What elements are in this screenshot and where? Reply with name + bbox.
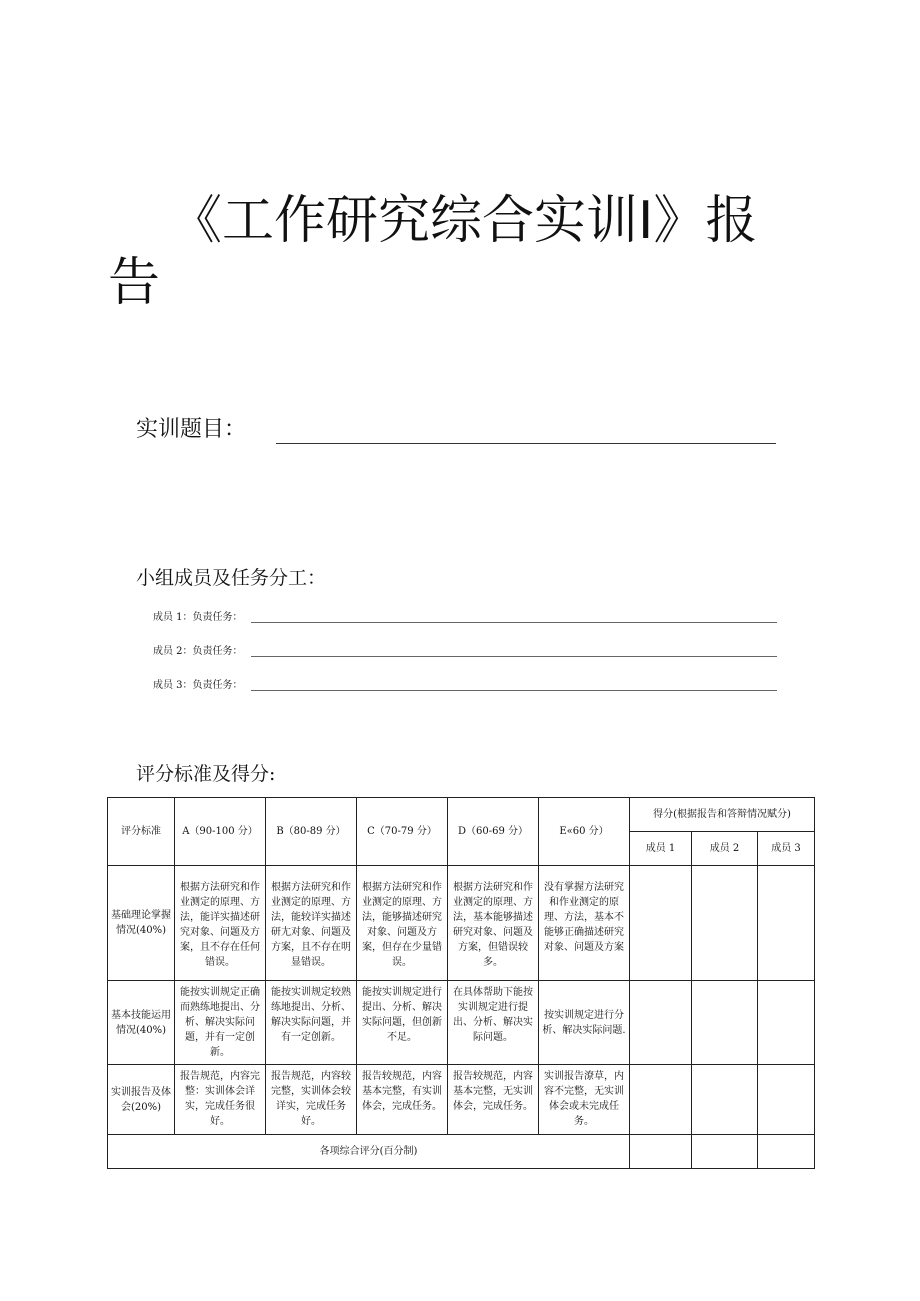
total-cell-member-3[interactable]: [758, 1135, 815, 1169]
row-criteria: 实训报告及体会(20%): [108, 1065, 175, 1135]
member-3-task-line[interactable]: [251, 680, 777, 691]
member-3-label: 成员 3：负责任务：: [153, 680, 243, 691]
row-grade-a: 报告规范，内容完整：实训体会详实，完成任务很好。: [175, 1065, 266, 1135]
row-grade-d: 报告较规范，内容基本完整，无实训体会，完成任务。: [448, 1065, 539, 1135]
table-row: [108, 866, 815, 981]
score-cell-member-3[interactable]: [758, 1065, 815, 1135]
row-grade-a: 根据方法研究和作业测定的原理、方法，能详实描述研究对象、问题及方案，且不存在任何错误。: [175, 866, 266, 981]
row-grade-d: 在具体帮助下能按实训规定进行提出、分析、解决实际问题。: [448, 981, 539, 1065]
member-row-2: [153, 641, 777, 657]
row-criteria: 基本技能运用情况(40%): [108, 981, 175, 1065]
score-cell-member-3[interactable]: [758, 866, 815, 981]
row-grade-d: 根据方法研究和作业测定的原理、方法，基本能够描述研究对象、问题及方案，但错误较多。: [448, 866, 539, 981]
score-section-title: 评分标准及得分:: [136, 763, 276, 785]
header-score-group: 得分(根据报告和答辩情况赋分): [630, 798, 815, 832]
member-row-3: [153, 675, 777, 691]
row-grade-c: 根据方法研究和作业测定的原理、方法，能够描述研究对象、问题及方案，但存在少量错误。: [357, 866, 448, 981]
total-label: 各项综合评分(百分制): [108, 1135, 630, 1169]
table-row: [108, 1065, 815, 1135]
topic-row: [136, 416, 776, 444]
row-grade-c: 能按实训规定进行提出、分析、解决实际问题，但创新不足。: [357, 981, 448, 1065]
member-1-task-line[interactable]: [251, 612, 777, 623]
member-2-label: 成员 2：负责任务：: [153, 646, 243, 657]
row-grade-b: 能按实训规定较熟练地提出、分析、解决实际问题，并有一定创新。: [266, 981, 357, 1065]
total-cell-member-2[interactable]: [692, 1135, 758, 1169]
row-grade-a: 能按实训规定正确而熟练地提出、分析、解决实际问题，并有一定创新。: [175, 981, 266, 1065]
row-grade-b: 报告规范，内容较完整，实训体会较详实，完成任务好。: [266, 1065, 357, 1135]
row-grade-c: 报告较规范，内容基本完整，有实训体会，完成任务。: [357, 1065, 448, 1135]
member-1-label: 成员 1：负责任务：: [153, 612, 243, 623]
members-section-title: 小组成员及任务分工：: [136, 567, 327, 589]
score-cell-member-3[interactable]: [758, 981, 815, 1065]
row-criteria: 基础理论掌握情况(40%): [108, 866, 175, 981]
table-row: [108, 981, 815, 1065]
header-grade-a: A（90-100 分）: [175, 798, 266, 866]
header-grade-c: C（70-79 分）: [357, 798, 448, 866]
report-title: 《工作研究综合实训Ⅰ》报告: [108, 191, 758, 313]
row-grade-b: 根据方法研究和作业测定的原理、方法，能较详实描述研尢对象、问题及方案，且不存在明显错误。: [266, 866, 357, 981]
topic-input-line[interactable]: [276, 421, 776, 444]
score-cell-member-1[interactable]: [630, 866, 692, 981]
header-member-2: 成员 2: [692, 832, 758, 866]
member-2-task-line[interactable]: [251, 646, 777, 657]
row-grade-e: 按实训规定进行分析、解决实际问题.: [539, 981, 630, 1065]
score-cell-member-1[interactable]: [630, 1065, 692, 1135]
score-cell-member-2[interactable]: [692, 866, 758, 981]
score-cell-member-2[interactable]: [692, 981, 758, 1065]
score-cell-member-1[interactable]: [630, 981, 692, 1065]
row-grade-e: 实训报告潦草，内容不完整，无实训体会或未完成任务。: [539, 1065, 630, 1135]
header-grade-e: E«60 分）: [539, 798, 630, 866]
header-criteria: 评分标准: [108, 798, 175, 866]
total-row: [108, 1135, 815, 1169]
score-table: [107, 797, 815, 1169]
topic-label: 实训题目：: [136, 417, 247, 442]
total-cell-member-1[interactable]: [630, 1135, 692, 1169]
header-grade-b: B（80-89 分）: [266, 798, 357, 866]
header-member-3: 成员 3: [758, 832, 815, 866]
header-grade-d: D（60-69 分）: [448, 798, 539, 866]
header-member-1: 成员 1: [630, 832, 692, 866]
row-grade-e: 没有掌握方法研究和作业测定的原理、方法，基本不能够正确描述研究对象、问题及方案: [539, 866, 630, 981]
member-row-1: [153, 607, 777, 623]
score-cell-member-2[interactable]: [692, 1065, 758, 1135]
